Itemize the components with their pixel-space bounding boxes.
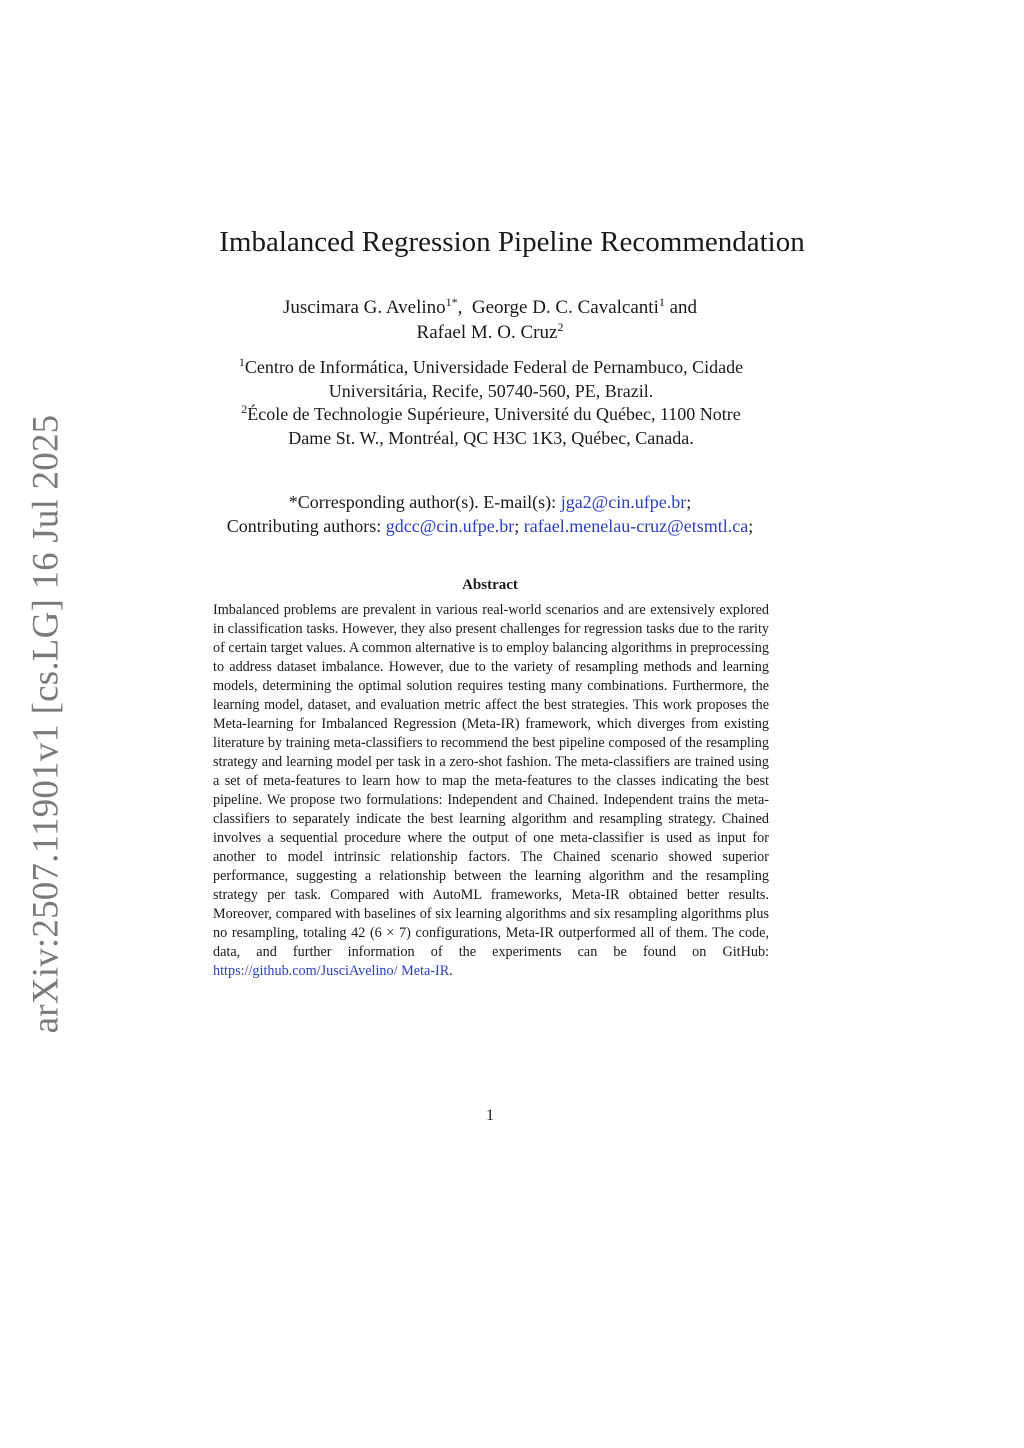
affiliation-line: Dame St. W., Montréal, QC H3C 1K3, Québec, Canada.: [288, 427, 694, 448]
abstract-heading: Abstract: [462, 577, 518, 593]
affiliation-marker: 2: [241, 402, 248, 416]
author-affiliation-marker: 2: [557, 320, 564, 334]
author-name: George D. C. Cavalcanti: [471, 297, 659, 318]
correspondence-block: [170, 490, 810, 538]
author-list: [200, 295, 780, 345]
github-link[interactable]: https://github.com/JusciAvelino/ Meta-IR: [213, 963, 450, 979]
abstract-text: Imbalanced problems are prevalent in various real-world scenarios and are extensively explored in classification tasks. However, they also present challenges for regression tasks due to the rarity of certain target values. A common alternative is to employ balancing algorithms in preprocessing to address dataset imbalance. However, due to the variety of resampling methods and learning models, determining the optimal solution requires testing many combinations. Furthermore, the learning model, dataset, and evaluation metric affect the best strategies. This work proposes the Meta-learning for Imbalanced Regression (Meta-IR) framework, which diverges from existing literature by training meta-classifiers to recommend the best pipeline composed of the resampling strategy and learning model per task in a zero-shot fashion. The meta-classifiers are trained using a set of meta-features to learn how to map the meta-features to the classes indicating the best pipeline. We propose two formulations: Independent and Chained. Independent trains the meta-classifiers to separately indicate the best learning algorithm and resampling strategy. Chained involves a sequential procedure where the output of one meta-classifier is used as input for another to model intrinsic relationship factors. The Chained scenario showed superior performance, suggesting a relationship between the learning algorithm and the resampling strategy per task. Compared with AutoML frameworks, Meta-IR obtained better results. Moreover, compared with baselines of six learning algorithms and six resampling algorithms plus no resampling, totaling 42 (6 × 7) configurations, Meta-IR outperformed all of them. The code, data, and further information of the experiments can be found on GitHub:: [213, 602, 769, 960]
punctuation: ;: [686, 492, 692, 512]
punctuation: ;: [748, 516, 754, 536]
abstract-body: [213, 601, 769, 981]
punctuation: .: [449, 963, 453, 979]
page-number: 1: [486, 1107, 494, 1124]
punctuation: ;: [514, 516, 524, 536]
contributing-email-link[interactable]: rafael.menelau-cruz@etsmtl.ca: [523, 516, 749, 536]
affiliation-line: École de Technologie Supérieure, Université du Québec, 1100 Notre: [247, 404, 741, 424]
author-separator: ,: [457, 297, 472, 318]
affiliation-line: Universitária, Recife, 50740-560, PE, Brazil.: [328, 380, 654, 401]
affiliation-list: [196, 356, 786, 450]
arxiv-identifier-stamp[interactable]: arXiv:2507.11901v1 [cs.LG] 16 Jul 2025: [25, 414, 67, 1034]
contributing-email-link[interactable]: gdcc@cin.ufpe.br: [385, 516, 515, 536]
affiliation-item: [196, 403, 786, 450]
author-name: Juscimara G. Avelino: [282, 297, 446, 318]
affiliation-line: Centro de Informática, Universidade Federal de Pernambuco, Cidade: [244, 357, 744, 377]
correspondence-label: *Corresponding author(s). E-mail(s):: [288, 492, 561, 512]
author-affiliation-marker: 1*: [445, 295, 458, 309]
author-separator: and: [664, 297, 698, 318]
affiliation-marker: 1: [238, 355, 245, 369]
contributing-label: Contributing authors:: [226, 516, 386, 536]
author-affiliation-marker: 1: [658, 295, 665, 309]
corresponding-email-link[interactable]: jga2@cin.ufpe.br: [560, 492, 687, 512]
affiliation-item: [196, 356, 786, 403]
paper-title: Imbalanced Regression Pipeline Recommendation: [219, 226, 805, 258]
author-name: Rafael M. O. Cruz: [416, 322, 558, 343]
